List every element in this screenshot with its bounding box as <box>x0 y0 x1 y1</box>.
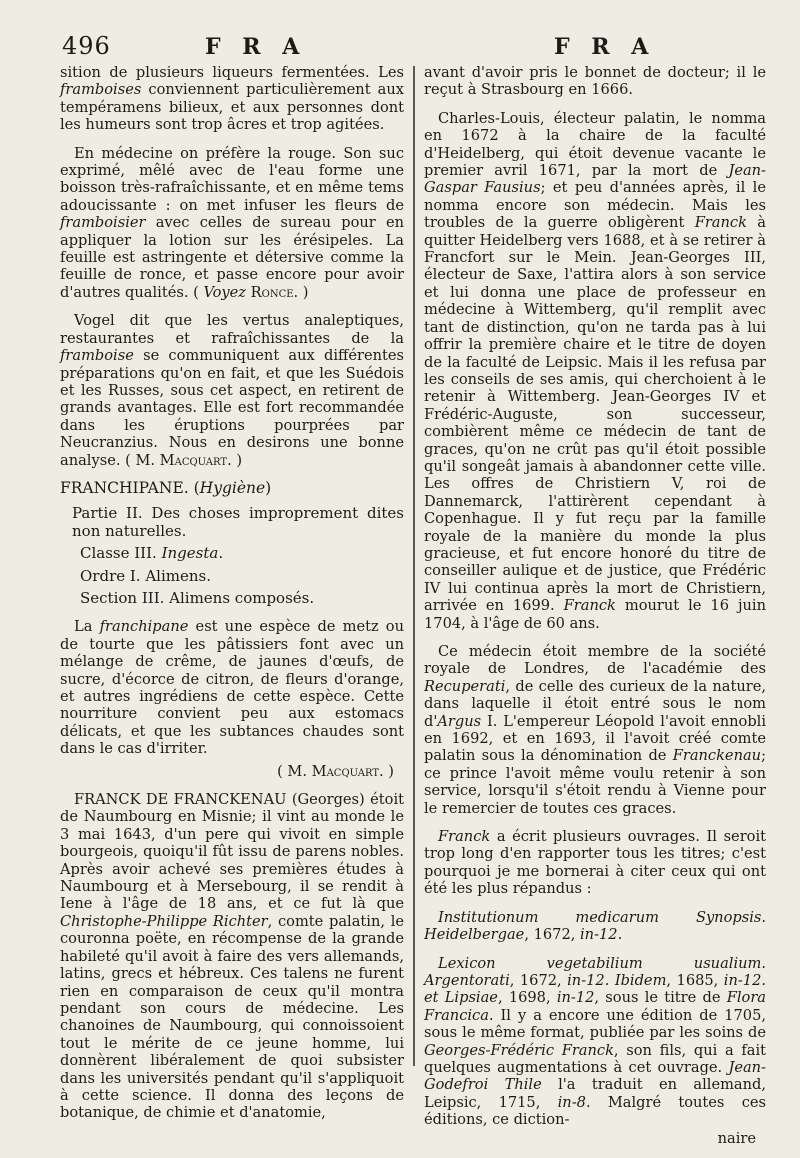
classification-ordre: Ordre I. Alimens. <box>80 566 212 585</box>
right-column <box>424 64 766 1158</box>
paragraph-vogel: Vogel dit que les vertus analeptiques, restaurantes et rafraîchissantes de la framboise se communiquent aux différentes préparations qu'on en fait, et que les Suédois et les Russes, sous cet aspect, en retirent de grands avantages. Elle est fort recommandée dans les éruptions pourprées par Neucranzius. Nous en desirons une bonne analyse. ( M. Macquart. ) <box>60 312 404 469</box>
classification-section: Section III. Alimens composés. <box>80 588 315 607</box>
paragraph-medecine: En médecine on préfère la rouge. Son suc exprimé, mêlé avec de l'eau forme une boisson très-rafraîchissante, et en même tems adoucissante : on met infuser les fleurs de framboisier avec celles de sureau pour en appliquer la lotion sur les érésipeles. La feuille est astringente et détersive comme la feuille de ronce, et passe encore pour avoir d'autres qualités. ( Voyez Ronce. ) <box>60 144 404 301</box>
running-head-right: F R A <box>554 34 656 60</box>
bibliography-entry-lexicon: Lexicon vegetabilium usualium. Argentorati, 1672, in-12. Ibidem, 1685, in-12. et Lipsiae, 1698, in-12, sous le titre de Flora Francica. Il y a encore une édition de 1705, sous le même format, publiée par les soins de Georges-Frédéric Franck, son fils, qui a fait quelques augmentations à cet ouvrage. Jean-Godefroi Thile l'a traduit en allemand, Leipsic, 1715, in-8. Malgré toutes ces éditions, ce diction- <box>424 954 767 1129</box>
paragraph-societe-royale: Ce médecin étoit membre de la société royale de Londres, de l'académie des Recuperati, de celle des curieux de la nature, dans laquelle il étoit entré sous le nom d'Argus I. L'empereur Léopold l'avoit ennobli en 1692, et en 1693, il l'avoit créé comte palatin sous la dénomination de Franckenau; ce prince l'avoit même voulu retenir à son service, lorsqu'il s'étoit rendu à Vienne pour le remercier de toutes ces graces. <box>424 643 766 817</box>
classification-classe: Classe III. Ingesta. <box>80 544 224 563</box>
paragraph-franchipane: La franchipane est une espèce de metz ou de tourte que les pâtissiers font avec un mélange de crême, de jaunes d'œufs, de sucre, d'écorce de citron, de fleurs d'orange, et autres ingrédiens de cette espèce. Cette nourriture convient peu aux estomacs délicats, et que les subtances chaudes sont dans le cas d'irriter. <box>60 618 404 758</box>
paragraph-strasbourg: avant d'avoir pris le bonnet de docteur; il le reçut à Strasbourg en 1666. <box>424 64 766 99</box>
column-divider <box>413 66 415 1066</box>
paragraph-charles-louis: Charles-Louis, électeur palatin, le nomma en 1672 à la chaire de la faculté d'Heidelberg, qui étoit devenue vacante le premier avril 1671, par la mort de Jean-Gaspar Fausius; et peu d'années après, il le nomma encore son médecin. Mais les troubles de la guerre obligèrent Franck à quitter Heidelberg vers 1688, et à se retirer à Francfort sur le Mein. Jean-Georges III, électeur de Saxe, l'attira alors à son service et lui donna une place de professeur en médecine à Wittemberg, qu'il remplit avec tant de distinction, qu'on ne tarda pas à lui offrir la première chaire et le titre de doyen de la faculté de Leipsic. Mais il les refusa par les conseils de ses amis, qui cherchoient à le retenir à Wittemberg. Jean-Georges IV et Frédéric-Auguste, son successeur, combièrent même ce médecin de tant de graces, qu'on ne crût pas qu'il étoit possible qu'il songeât jamais à abandonner cette ville. Les offres de Christiern V, roi de Dannemarck, l'attirèrent cependant à Copenhague. Il y fut reçu par la famille royale de la manière du monde la plus gracieuse, et fut encore honoré du titre de conseiller aulique et de justice, que Frédéric IV lui continua après la mort de Christiern, arrivée en 1699. Franck mourut le 16 juin 1704, à l'âge de 60 ans. <box>424 109 766 632</box>
left-column <box>60 64 404 1133</box>
classification-partie: Partie II. Des choses improprement dites non naturelles. <box>72 504 404 540</box>
paragraph-franck-bio: FRANCK DE FRANCKENAU (Georges) étoit de Naumbourg en Misnie; il vint au monde le 3 mai 1643, d'un pere qui vivoit en simple bourgeois, quoiqu'il fût issu de parens nobles. Après avoir achevé ses premières études à Naumbourg et à Mersebourg, il se rendit à Iene à l'âge de 18 ans, et ce fut là que Christophe-Philippe Richter, comte palatin, le couronna poëte, en récompense de la grande habileté qu'il avoit à faire des vers allemands, latins, grecs et hébreux. Ces talens ne furent rien en comparaison de ceux qu'il montra pendant son cours de médecine. Les chanoines de Naumbourg, qui connoissoient tout le mérite de ce jeune homme, lui donnèrent libéralement de quoi subsister dans les universités pendant qu'il s'appliquoit à cette science. Il donna des leçons de botanique, de chimie et d'anatomie, <box>60 791 404 1122</box>
article-title-franck: FRANCK DE FRANCKENAU <box>74 791 287 809</box>
paragraph-ouvrages: Franck a écrit plusieurs ouvrages. Il seroit trop long d'en rapporter tous les titres; c'est pourquoi je me bornerai à citer ceux qui ont été les plus répandus : <box>424 828 766 898</box>
running-head-left: F R A <box>205 34 307 60</box>
article-title-franchipane: FRANCHIPANE. (Hygiène) <box>60 478 272 497</box>
bibliography-entry-synopsis: Institutionum medicarum Synopsis. Heidelbergae, 1672, in-12. <box>424 908 766 944</box>
paragraph-framboise-intro: sition de plusieurs liqueurs fermentées. Les framboises conviennent particulièrement aux tempéramens bilieux, et aux personnes dont les humeurs sont trop âcres et trop agitées. <box>60 64 404 134</box>
page-header <box>0 30 800 64</box>
signature-macquart: ( M. Macquart. ) <box>277 762 394 780</box>
catchword: naire <box>717 1129 756 1147</box>
page-number: 496 <box>62 32 111 60</box>
